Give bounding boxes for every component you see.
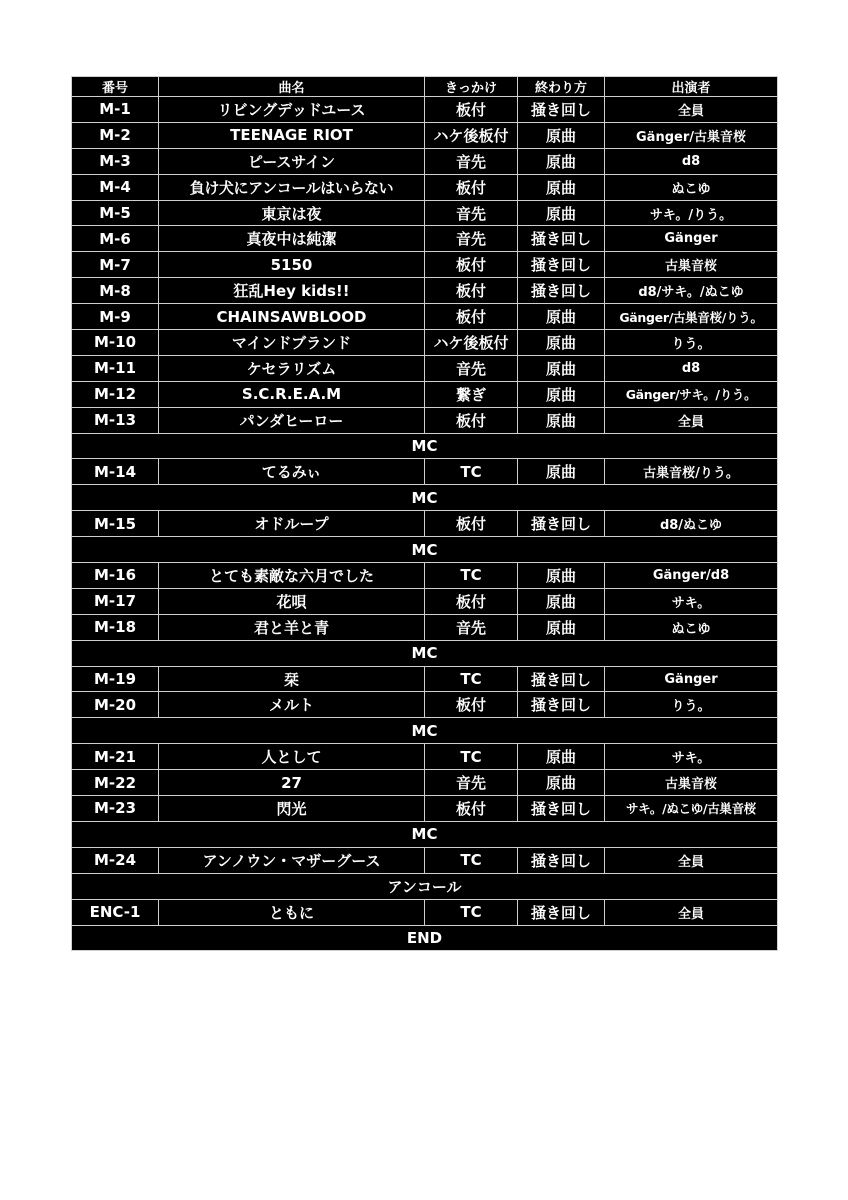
- song-ending: 原曲: [518, 588, 605, 614]
- encore-row: [72, 873, 778, 899]
- song-cue: 板付: [425, 278, 518, 304]
- song-title: オドループ: [159, 511, 425, 537]
- table-row: [72, 278, 778, 304]
- song-title: 栞: [159, 666, 425, 692]
- song-number: M-7: [72, 252, 159, 278]
- song-ending: 原曲: [518, 174, 605, 200]
- song-performer: サキ。/りう。: [605, 200, 778, 226]
- table-row: [72, 174, 778, 200]
- song-performer: Gänger: [605, 666, 778, 692]
- song-cue: 音先: [425, 770, 518, 796]
- song-performer: 古巣音桜: [605, 770, 778, 796]
- table-row: [72, 744, 778, 770]
- header-performer: 出演者: [605, 77, 778, 97]
- song-ending: 原曲: [518, 200, 605, 226]
- song-title: 閃光: [159, 796, 425, 822]
- song-title: 人として: [159, 744, 425, 770]
- song-number: M-20: [72, 692, 159, 718]
- mc-row: [72, 537, 778, 563]
- song-performer: サキ。: [605, 588, 778, 614]
- end-label: END: [72, 925, 778, 951]
- song-performer: ぬこゆ: [605, 614, 778, 640]
- song-cue: 板付: [425, 252, 518, 278]
- song-ending: 原曲: [518, 381, 605, 407]
- song-ending: 原曲: [518, 355, 605, 381]
- table-row: [72, 200, 778, 226]
- song-number: M-17: [72, 588, 159, 614]
- song-number: M-18: [72, 614, 159, 640]
- song-number: M-14: [72, 459, 159, 485]
- song-ending: 掻き回し: [518, 511, 605, 537]
- song-ending: 原曲: [518, 614, 605, 640]
- song-cue: 板付: [425, 796, 518, 822]
- header-cue: きっかけ: [425, 77, 518, 97]
- song-performer: サキ。/ぬこゆ/古巣音桜: [605, 796, 778, 822]
- table-row: [72, 381, 778, 407]
- table-row: [72, 666, 778, 692]
- song-number: M-19: [72, 666, 159, 692]
- table-row: [72, 148, 778, 174]
- song-number: M-10: [72, 330, 159, 356]
- song-number: M-3: [72, 148, 159, 174]
- song-ending: 掻き回し: [518, 899, 605, 925]
- header-song: 曲名: [159, 77, 425, 97]
- song-cue: TC: [425, 847, 518, 873]
- song-number: M-23: [72, 796, 159, 822]
- song-cue: 繋ぎ: [425, 381, 518, 407]
- header-row: [72, 77, 778, 97]
- song-ending: 掻き回し: [518, 97, 605, 123]
- table-row: [72, 252, 778, 278]
- song-performer: 全員: [605, 899, 778, 925]
- table-row: [72, 459, 778, 485]
- song-cue: TC: [425, 744, 518, 770]
- song-cue: ハケ後板付: [425, 122, 518, 148]
- song-cue: TC: [425, 459, 518, 485]
- song-number: M-8: [72, 278, 159, 304]
- song-title: 真夜中は純潔: [159, 226, 425, 252]
- mc-label: MC: [72, 433, 778, 459]
- song-title: S.C.R.E.A.M: [159, 381, 425, 407]
- setlist-table: [71, 76, 778, 951]
- encore-label: アンコール: [72, 873, 778, 899]
- mc-row: [72, 433, 778, 459]
- song-title: ケセラリズム: [159, 355, 425, 381]
- song-title: てるみぃ: [159, 459, 425, 485]
- song-performer: 古巣音桜: [605, 252, 778, 278]
- table-row: [72, 796, 778, 822]
- mc-row: [72, 485, 778, 511]
- song-number: M-24: [72, 847, 159, 873]
- song-cue: 音先: [425, 200, 518, 226]
- song-number: M-16: [72, 563, 159, 589]
- table-row: [72, 511, 778, 537]
- song-title: 君と羊と青: [159, 614, 425, 640]
- header-number: 番号: [72, 77, 159, 97]
- table-row: [72, 614, 778, 640]
- song-ending: 原曲: [518, 744, 605, 770]
- song-number: M-2: [72, 122, 159, 148]
- song-cue: 音先: [425, 355, 518, 381]
- song-performer: d8: [605, 148, 778, 174]
- song-performer: 古巣音桜/りう。: [605, 459, 778, 485]
- song-cue: ハケ後板付: [425, 330, 518, 356]
- song-title: CHAINSAWBLOOD: [159, 304, 425, 330]
- song-cue: 板付: [425, 174, 518, 200]
- song-title: 花唄: [159, 588, 425, 614]
- song-ending: 掻き回し: [518, 252, 605, 278]
- song-number: M-22: [72, 770, 159, 796]
- song-performer: 全員: [605, 407, 778, 433]
- song-cue: 板付: [425, 588, 518, 614]
- song-cue: TC: [425, 899, 518, 925]
- song-title: パンダヒーロー: [159, 407, 425, 433]
- song-cue: 板付: [425, 407, 518, 433]
- song-performer: Gänger/d8: [605, 563, 778, 589]
- song-number: M-15: [72, 511, 159, 537]
- song-ending: 原曲: [518, 770, 605, 796]
- song-performer: ぬこゆ: [605, 174, 778, 200]
- song-title: とても素敵な六月でした: [159, 563, 425, 589]
- song-performer: りう。: [605, 330, 778, 356]
- mc-label: MC: [72, 821, 778, 847]
- song-cue: 板付: [425, 692, 518, 718]
- song-title: ピースサイン: [159, 148, 425, 174]
- song-number: M-13: [72, 407, 159, 433]
- song-performer: d8/サキ。/ぬこゆ: [605, 278, 778, 304]
- song-cue: TC: [425, 563, 518, 589]
- song-ending: 原曲: [518, 407, 605, 433]
- song-performer: サキ。: [605, 744, 778, 770]
- song-ending: 原曲: [518, 563, 605, 589]
- song-performer: Gänger/古巣音桜: [605, 122, 778, 148]
- song-ending: 掻き回し: [518, 278, 605, 304]
- song-number: M-1: [72, 97, 159, 123]
- mc-row: [72, 718, 778, 744]
- song-ending: 掻き回し: [518, 847, 605, 873]
- table-row: [72, 588, 778, 614]
- table-row: [72, 304, 778, 330]
- song-title: 狂乱Hey kids!!: [159, 278, 425, 304]
- song-ending: 掻き回し: [518, 692, 605, 718]
- song-number: M-5: [72, 200, 159, 226]
- table-row: [72, 330, 778, 356]
- song-number: M-6: [72, 226, 159, 252]
- song-ending: 原曲: [518, 330, 605, 356]
- end-row: [72, 925, 778, 951]
- song-title: リビングデッドユース: [159, 97, 425, 123]
- song-cue: 音先: [425, 148, 518, 174]
- song-cue: TC: [425, 666, 518, 692]
- mc-row: [72, 640, 778, 666]
- song-cue: 板付: [425, 511, 518, 537]
- song-title: メルト: [159, 692, 425, 718]
- header-ending: 終わり方: [518, 77, 605, 97]
- song-number: M-11: [72, 355, 159, 381]
- mc-label: MC: [72, 537, 778, 563]
- table-row: [72, 899, 778, 925]
- mc-label: MC: [72, 485, 778, 511]
- table-row: [72, 122, 778, 148]
- song-cue: 板付: [425, 304, 518, 330]
- mc-label: MC: [72, 640, 778, 666]
- song-title: アンノウン・マザーグース: [159, 847, 425, 873]
- song-number: M-4: [72, 174, 159, 200]
- song-title: 5150: [159, 252, 425, 278]
- table-row: [72, 692, 778, 718]
- mc-row: [72, 821, 778, 847]
- song-ending: 原曲: [518, 148, 605, 174]
- song-number: ENC-1: [72, 899, 159, 925]
- song-cue: 音先: [425, 226, 518, 252]
- song-title: TEENAGE RIOT: [159, 122, 425, 148]
- table-row: [72, 226, 778, 252]
- table-row: [72, 770, 778, 796]
- song-ending: 掻き回し: [518, 796, 605, 822]
- song-performer: d8/ぬこゆ: [605, 511, 778, 537]
- song-ending: 原曲: [518, 122, 605, 148]
- table-row: [72, 355, 778, 381]
- song-ending: 原曲: [518, 459, 605, 485]
- song-performer: Gänger/古巣音桜/りう。: [605, 304, 778, 330]
- song-performer: d8: [605, 355, 778, 381]
- song-title: ともに: [159, 899, 425, 925]
- song-number: M-21: [72, 744, 159, 770]
- song-ending: 掻き回し: [518, 226, 605, 252]
- song-title: 27: [159, 770, 425, 796]
- table-row: [72, 407, 778, 433]
- table-row: [72, 563, 778, 589]
- song-title: 東京は夜: [159, 200, 425, 226]
- song-performer: Gänger/サキ。/りう。: [605, 381, 778, 407]
- song-performer: りう。: [605, 692, 778, 718]
- song-performer: Gänger: [605, 226, 778, 252]
- song-ending: 掻き回し: [518, 666, 605, 692]
- song-performer: 全員: [605, 847, 778, 873]
- song-number: M-12: [72, 381, 159, 407]
- song-cue: 板付: [425, 97, 518, 123]
- song-title: 負け犬にアンコールはいらない: [159, 174, 425, 200]
- song-ending: 原曲: [518, 304, 605, 330]
- table-row: [72, 97, 778, 123]
- song-title: マインドブランド: [159, 330, 425, 356]
- song-number: M-9: [72, 304, 159, 330]
- song-cue: 音先: [425, 614, 518, 640]
- mc-label: MC: [72, 718, 778, 744]
- table-row: [72, 847, 778, 873]
- song-performer: 全員: [605, 97, 778, 123]
